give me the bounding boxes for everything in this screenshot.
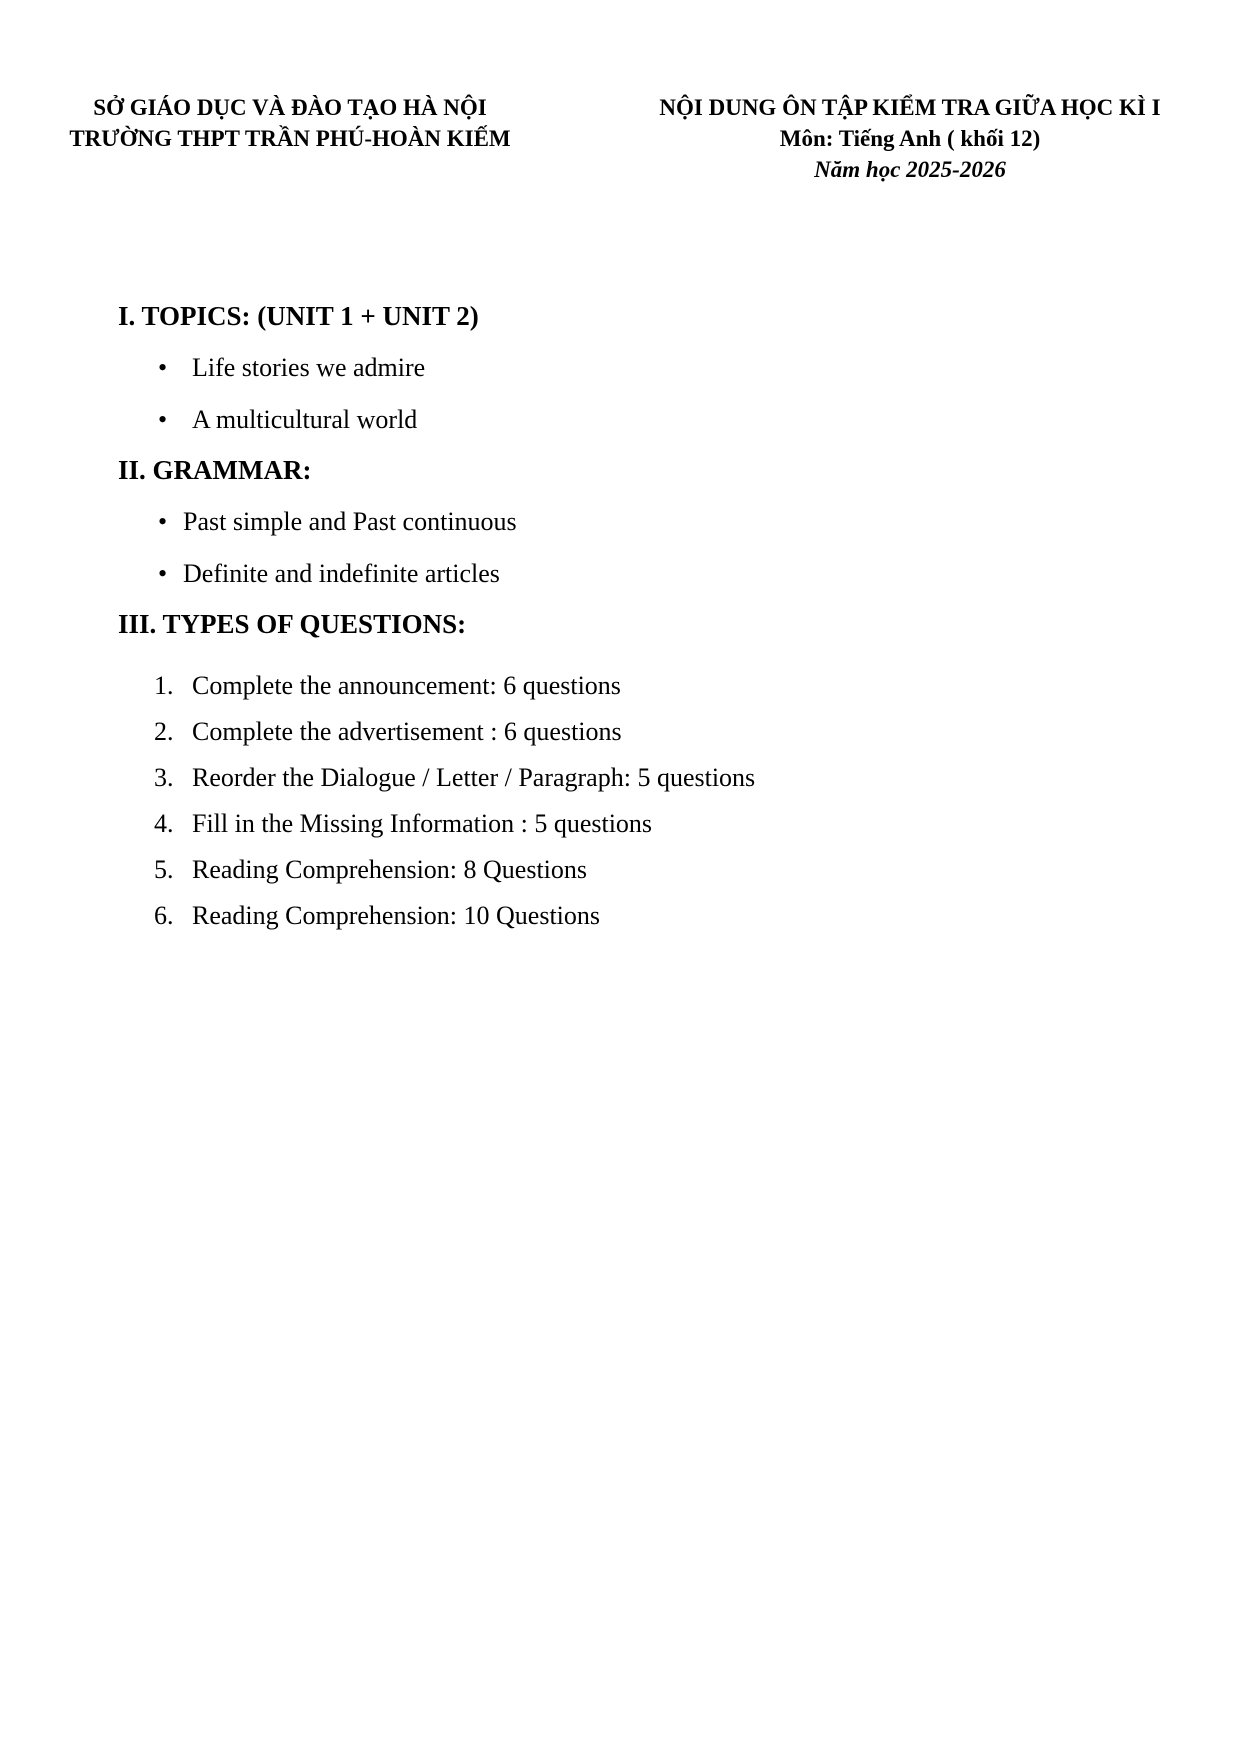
item-number: 2.: [154, 717, 174, 746]
question-type-item: [154, 808, 652, 840]
grammar-item: Definite and indefinite articles: [183, 559, 500, 588]
school-name: TRƯỜNG THPT TRẦN PHÚ-HOÀN KIẾM: [69, 126, 511, 151]
item-text: Fill in the Missing Information : 5 questions: [192, 809, 653, 838]
bullet-icon: •: [158, 559, 168, 588]
question-type-item: [154, 716, 622, 748]
topics-heading: I. TOPICS: (UNIT 1 + UNIT 2): [118, 301, 479, 331]
item-text: Reorder the Dialogue / Letter / Paragraph: 5 questions: [192, 763, 756, 792]
subject-line: Môn: Tiếng Anh ( khối 12): [779, 126, 1041, 151]
item-text: Reading Comprehension: 8 Questions: [192, 855, 588, 884]
topic-item: Life stories we admire: [192, 353, 426, 382]
question-type-item: [154, 762, 755, 794]
question-types-heading: III. TYPES OF QUESTIONS:: [118, 609, 467, 639]
item-number: 6.: [154, 901, 174, 930]
item-text: Complete the advertisement : 6 questions: [192, 717, 622, 746]
item-text: Complete the announcement: 6 questions: [192, 671, 621, 700]
document-header: [600, 92, 1220, 185]
topic-item: A multicultural world: [192, 405, 418, 434]
grammar-heading: II. GRAMMAR:: [118, 455, 312, 485]
item-number: 3.: [154, 763, 174, 792]
school-header: [60, 92, 520, 154]
item-number: 4.: [154, 809, 174, 838]
item-text: Reading Comprehension: 10 Questions: [192, 901, 601, 930]
question-type-item: [154, 900, 600, 932]
question-type-item: [154, 670, 621, 702]
bullet-icon: •: [158, 353, 168, 382]
document-title: NỘI DUNG ÔN TẬP KIỂM TRA GIỮA HỌC KÌ I: [659, 95, 1161, 120]
bullet-icon: •: [158, 507, 168, 536]
grammar-item: Past simple and Past continuous: [183, 507, 517, 536]
question-type-item: [154, 854, 587, 886]
item-number: 1.: [154, 671, 174, 700]
department-name: SỞ GIÁO DỤC VÀ ĐÀO TẠO HÀ NỘI: [93, 95, 487, 120]
school-year: Năm học 2025-2026: [814, 157, 1006, 182]
item-number: 5.: [154, 855, 174, 884]
bullet-icon: •: [158, 405, 168, 434]
